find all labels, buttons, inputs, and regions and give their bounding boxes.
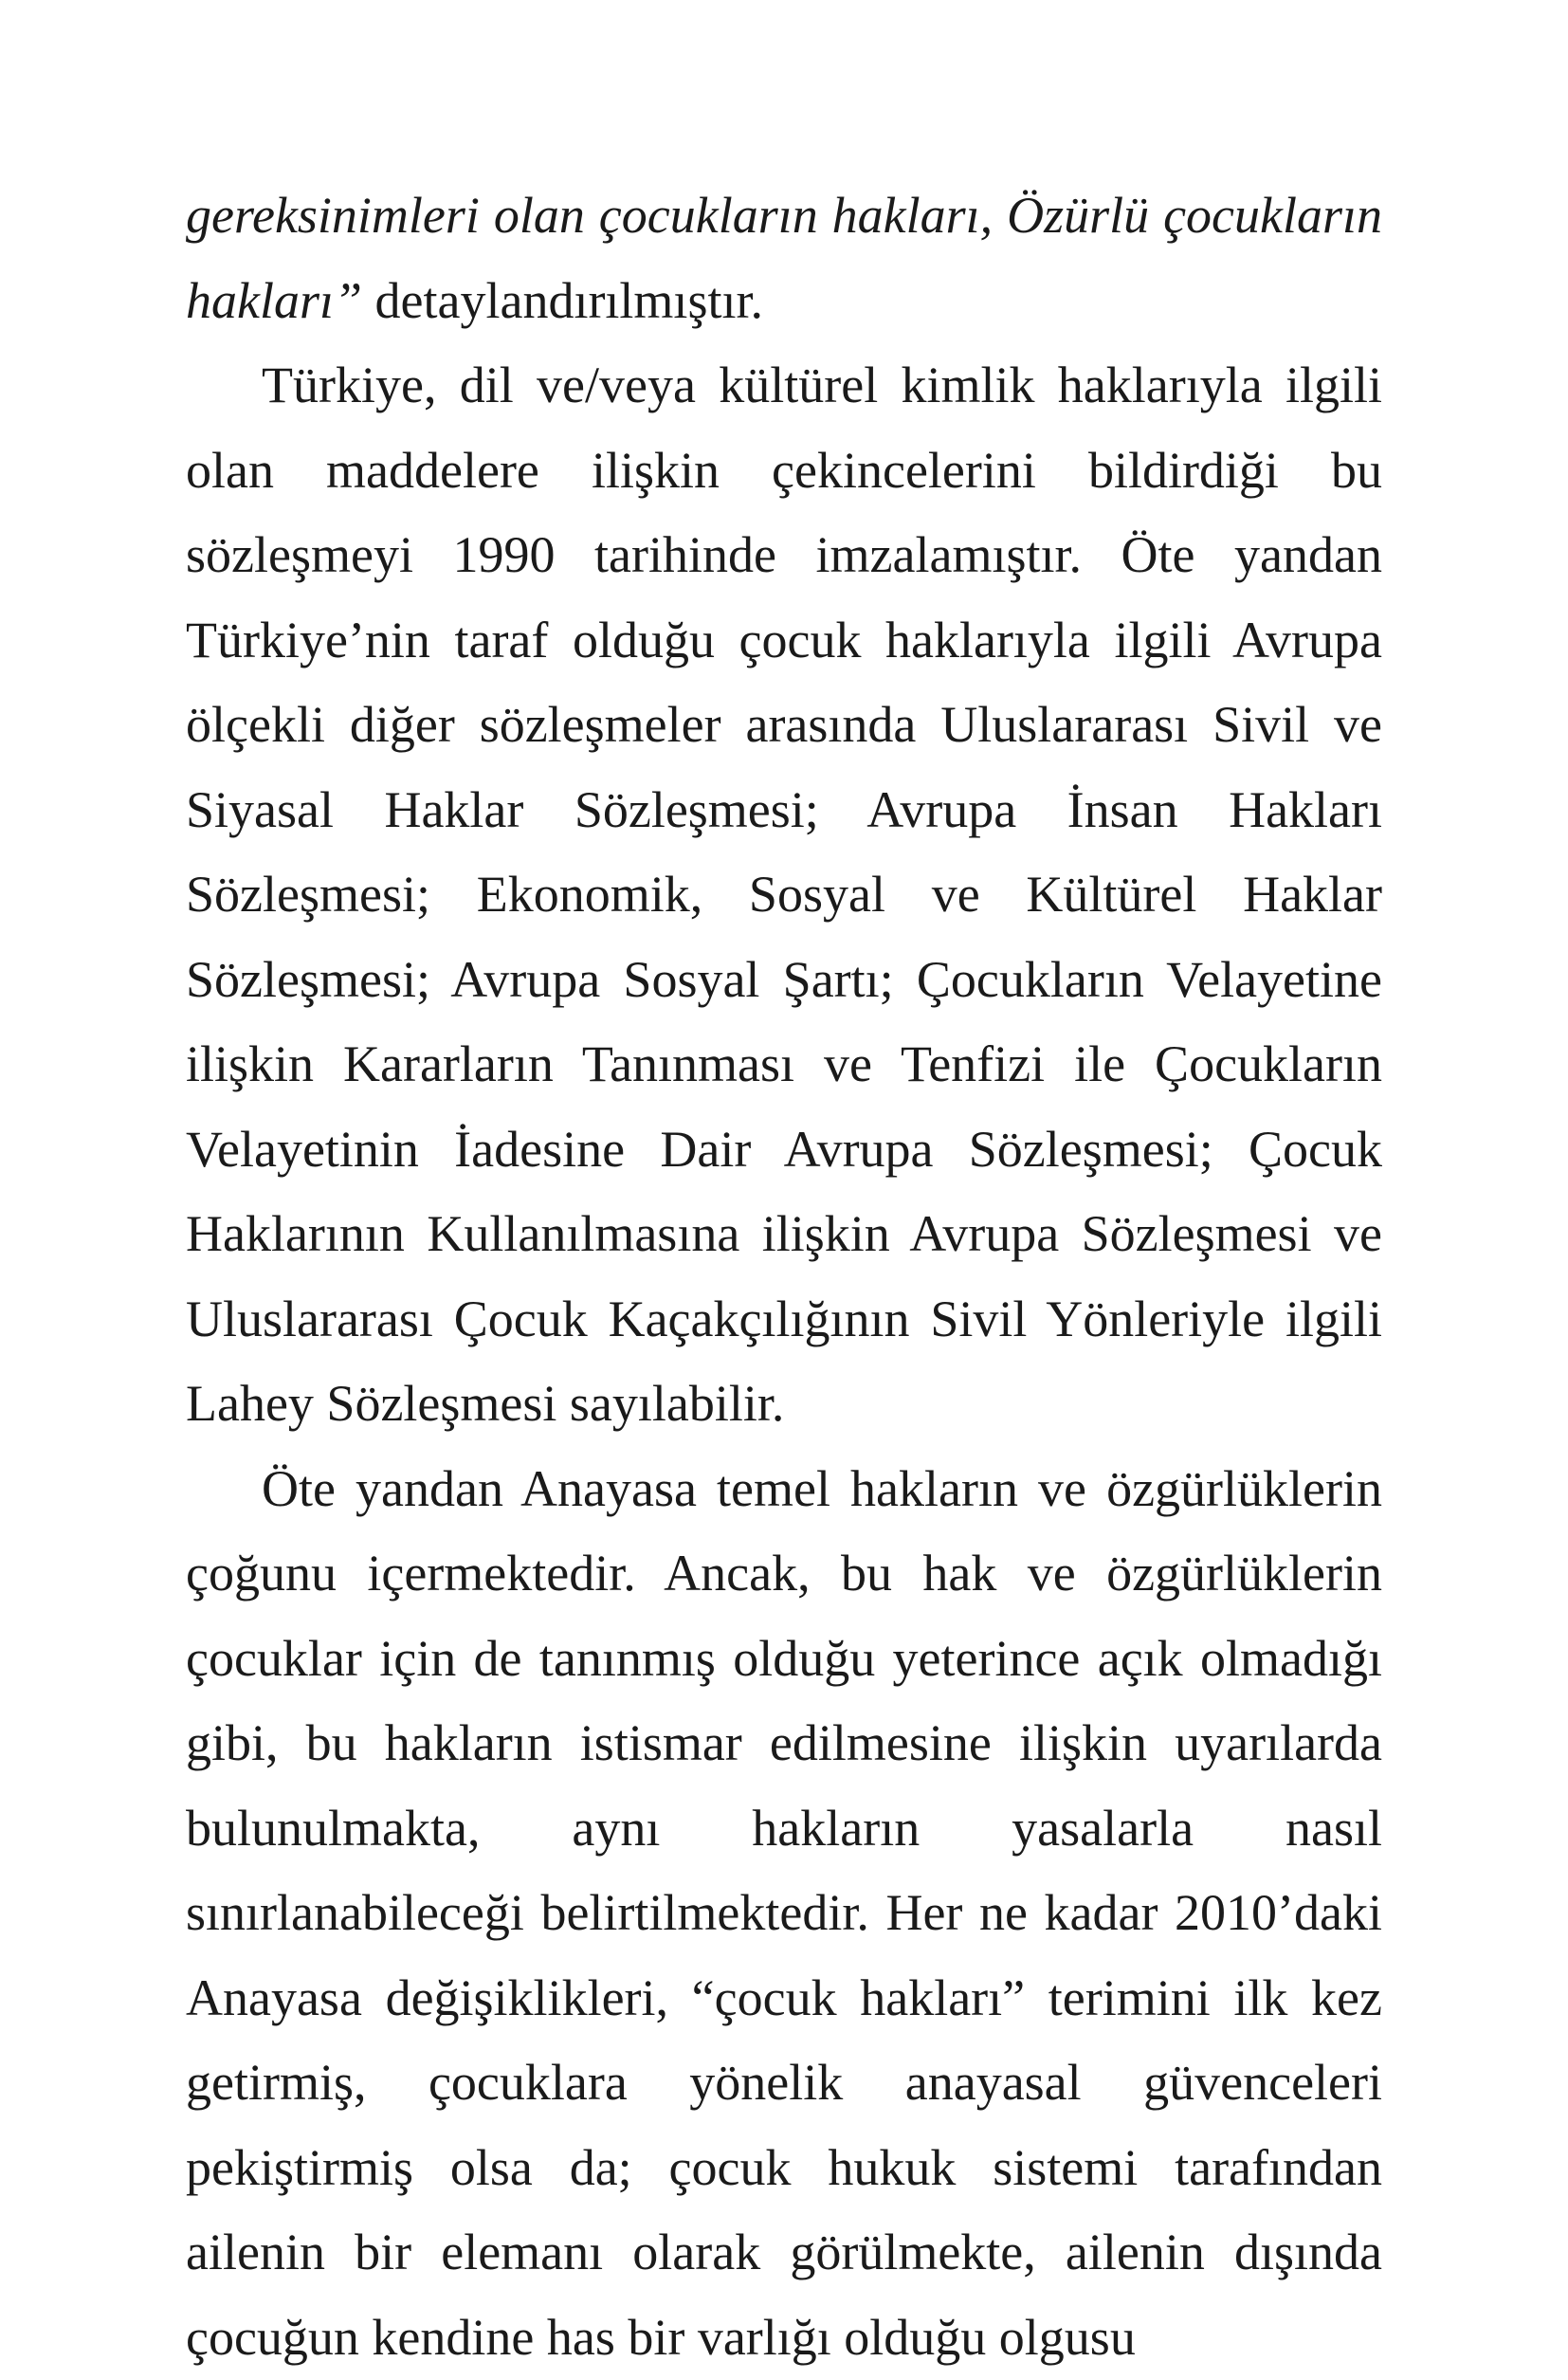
regular-text: detaylandırılmıştır. [362, 272, 763, 329]
paragraph-constitution: Öte yandan Anayasa temel hakların ve özgürlüklerin çoğunu içermektedir. Ancak, bu hak ve özgürlüklerin çocuklar için de tanınmış olduğu yeterince açık olmadığı gibi, bu hakların istismar edilmesine ilişkin uyarılarda bulunulmakta, aynı hakların yasalarla nasıl sınırlanabileceği belirtilmektedir. Her ne kadar 2010’daki Anayasa değişiklikleri, “çocuk hakları” terimini ilk kez getirmiş, çocuklara yönelik anayasal güvenceleri pekiştirmiş olsa da; çocuk hukuk sistemi tarafından ailenin bir elemanı olarak görülmekte, ailenin dışında çocuğun kendine has bir varlığı olduğu olgusu [186, 1447, 1382, 2380]
italic-text: gereksinimleri olan çocukların hakları, Özürlü çocukların hakları” [186, 187, 1382, 329]
paragraph-continuation [186, 174, 1382, 343]
paragraph-conventions: Türkiye, dil ve/veya kültürel kimlik haklarıyla ilgili olan maddelere ilişkin çekincelerini bildirdiği bu sözleşmeyi 1990 tarihinde imzalamıştır. Öte yandan Türkiye’nin taraf olduğu çocuk haklarıyla ilgili Avrupa ölçekli diğer sözleşmeler arasında Uluslararası Sivil ve Siyasal Haklar Sözleşmesi; Avrupa İnsan Hakları Sözleşmesi; Ekonomik, Sosyal ve Kültürel Haklar Sözleşmesi; Avrupa Sosyal Şartı; Çocukların Velayetine ilişkin Kararların Tanınması ve Tenfizi ile Çocukların Velayetinin İadesine Dair Avrupa Sözleşmesi; Çocuk Haklarının Kullanılmasına ilişkin Avrupa Sözleşmesi ve Uluslararası Çocuk Kaçakçılığının Sivil Yönleriyle ilgili Lahey Sözleşmesi sayılabilir. [186, 343, 1382, 1447]
body-text [186, 174, 1382, 2380]
